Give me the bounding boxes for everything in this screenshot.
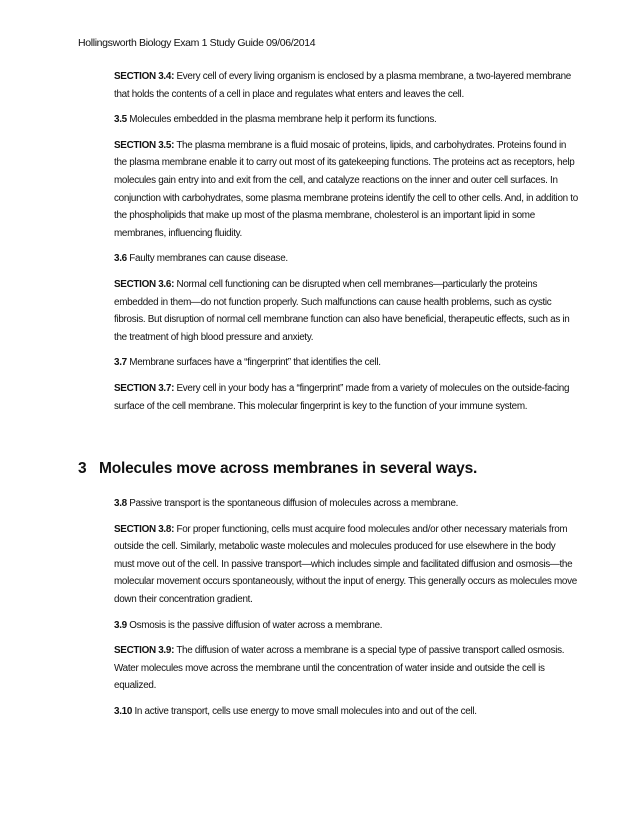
paragraph-label: SECTION 3.5: <box>114 139 175 151</box>
paragraph-text: Normal cell functioning can be disrupted when cell membranes—particularly the proteins embedded in them—do not function properly. Such malfunctions can cause health problems, such as cystic fibrosis. But disruption of normal cell membrane function can also have beneficial, therapeutic effects, such as in the treatment of high blood pressure and anxiety. <box>114 278 570 343</box>
section-3-7-paragraph <box>114 380 578 415</box>
heading-number: 3 <box>78 460 87 477</box>
concept-3-6-paragraph <box>114 250 578 268</box>
paragraph-text: For proper functioning, cells must acquire food molecules and/or other necessary materials from outside the cell. Similarly, metabolic waste molecules and molecules produced for use elsewhere in the body must move out of the cell. In passive transport—which includes simple and facilitated diffusion and osmosis—the molecular movement occurs spontaneously, without the input of energy. This generally occurs as molecules move down their concentration gradient. <box>114 523 577 605</box>
concept-3-7-paragraph <box>114 354 578 372</box>
section-body-top <box>114 68 578 423</box>
concept-3-9-paragraph <box>114 617 578 635</box>
section-3-6-paragraph <box>114 276 578 346</box>
paragraph-label: SECTION 3.6: <box>114 278 175 290</box>
paragraph-label: 3.5 <box>114 114 127 126</box>
paragraph-label: 3.8 <box>114 498 127 509</box>
paragraph-label: 3.9 <box>114 619 127 631</box>
heading-text: Molecules move across membranes in several ways. <box>99 460 478 477</box>
paragraph-text: The diffusion of water across a membrane is a special type of passive transport called osmosis. Water molecules move across the membrane until the concentration of water inside and outside the cell is equalized. <box>114 645 565 692</box>
paragraph-text: The plasma membrane is a fluid mosaic of proteins, lipids, and carbohydrates. Proteins found in the plasma membrane enable it to carry out most of its gatekeeping functions. The proteins act as receptors, help molecules gain entry into and exit from the cell, and catalyze reactions on the inner and outer cell surfaces. In conjunction with carbohydrates, some plasma membrane proteins identify the cell to other cells. And, in addition to the phospholipids that make up most of the plasma membrane, cholesterol is an important lipid in some membranes, influencing fluidity. <box>114 139 578 239</box>
paragraph-label: 3.7 <box>114 357 127 369</box>
chapter-heading <box>78 460 477 478</box>
section-3-5-paragraph <box>114 137 578 243</box>
paragraph-text: Every cell in your body has a “fingerprint” made from a variety of molecules on the outside-facing surface of the cell membrane. This molecular fingerprint is key to the function of your immune system. <box>114 382 570 412</box>
paragraph-label: SECTION 3.9: <box>114 645 175 657</box>
concept-3-5-paragraph <box>114 111 578 129</box>
section-3-8-paragraph <box>114 521 578 609</box>
paragraph-text: Membrane surfaces have a “fingerprint” that identifies the cell. <box>126 357 381 369</box>
section-3-9-paragraph <box>114 642 578 695</box>
paragraph-text: Molecules embedded in the plasma membrane help it perform its functions. <box>126 114 437 126</box>
paragraph-label: SECTION 3.8: <box>114 523 175 535</box>
paragraph-text: Osmosis is the passive diffusion of water across a membrane. <box>126 619 383 631</box>
section-3-4-paragraph <box>114 68 578 103</box>
page-header: Hollingsworth Biology Exam 1 Study Guide 09/06/2014 <box>78 37 316 49</box>
paragraph-text: Every cell of every living organism is enclosed by a plasma membrane, a two-layered membrane that holds the contents of a cell in place and regulates what enters and leaves the cell. <box>114 71 571 100</box>
paragraph-label: 3.6 <box>114 253 127 265</box>
section-body-bottom <box>114 495 578 729</box>
paragraph-label: 3.10 <box>114 705 133 717</box>
paragraph-text: Passive transport is the spontaneous diffusion of molecules across a membrane. <box>126 498 459 509</box>
paragraph-label: SECTION 3.7: <box>114 382 175 394</box>
paragraph-text: In active transport, cells use energy to move small molecules into and out of the cell. <box>132 705 477 717</box>
concept-3-8-paragraph <box>114 495 578 513</box>
paragraph-label: SECTION 3.4: <box>114 71 175 82</box>
paragraph-text: Faulty membranes can cause disease. <box>126 253 288 265</box>
concept-3-10-paragraph <box>114 703 578 721</box>
